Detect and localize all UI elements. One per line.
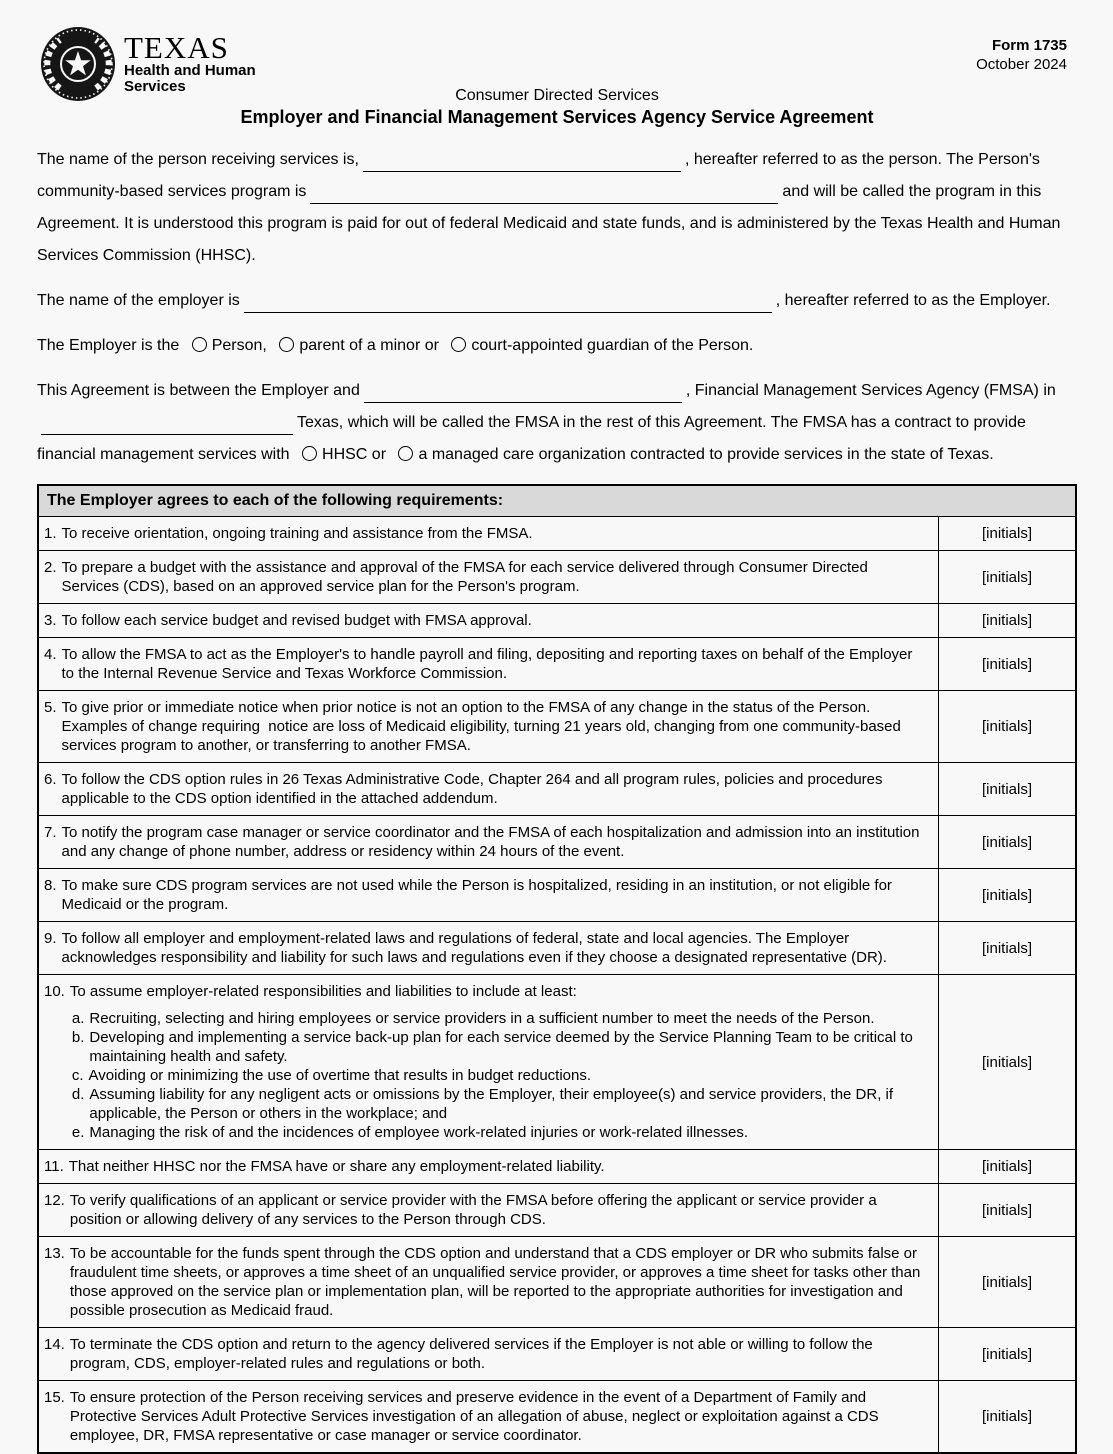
requirement-text [62,770,929,808]
intro-paragraph-employer [37,285,1077,317]
p2-text-1: The name of the employer is [37,292,240,309]
subitem-letter: e. [71,1124,85,1141]
requirement-row [38,551,1076,604]
subitem-text: Developing and implementing a service back-up plan for each service deemed by the Service Planning Team to be critical to maintaining health and safety. [89,1029,918,1065]
agreement-paragraph [37,375,1077,471]
agency-logo [40,26,256,102]
requirement-number: 6. [44,771,57,788]
requirement-text [62,558,929,596]
logo-brand-text: TEXAS [124,30,229,65]
requirement-main-text: To follow all employer and employment-related laws and regulations of federal, state and local agencies. The Employer acknowledges responsibility and liability for such laws and regulations even if they choose a designated representative (DR). [61,930,887,966]
requirement-text [62,524,929,543]
radio-person[interactable] [192,337,207,352]
requirement-subitem [72,1123,929,1142]
requirement-text-cell [38,551,939,604]
requirement-text [62,698,929,755]
p1-text-3: and will be called the program in this Agreement. It is understood this program is paid for out of federal Medicaid and state funds, and is administered by the Texas Health and Human Services Commission (HHSC). [37,183,1061,264]
requirement-number: 2. [44,559,57,576]
requirements-table [37,484,1077,1454]
program-name-field[interactable] [310,203,778,204]
requirement-row [38,922,1076,975]
requirement-number: 14. [44,1336,65,1353]
requirement-text-cell [38,691,939,763]
requirement-number: 3. [44,612,57,629]
logo-dept-line2: Services [124,78,186,95]
requirements-table-header-row [38,485,1076,517]
fmsa-name-field[interactable] [364,402,682,403]
page-title: Employer and Financial Management Services Agency Service Agreement [240,107,874,127]
requirement-subitem [72,1028,929,1066]
requirement-text [70,1244,929,1320]
requirement-text-cell [38,1328,939,1381]
initials-field[interactable]: [initials] [939,816,1077,869]
radio-hhsc-label: HHSC or [322,446,387,463]
requirement-main-text: To prepare a budget with the assistance and approval of the FMSA for each service delivered through Consumer Directed Services (CDS), based on an approved service plan for the Person's program. [61,559,872,595]
requirement-text [70,982,929,1142]
subitem-text: Assuming liability for any negligent acts or omissions by the Employer, their employee(s) and service providers, the DR, if applicable, the Person or others in the workplace; and [89,1086,898,1122]
p4-text-2: , Financial Management Services Agency (FMSA) in [685,382,1056,399]
requirement-main-text: To receive orientation, ongoing training and assistance from the FMSA. [61,525,533,542]
requirement-text [70,1335,929,1373]
subitem-letter: b. [71,1029,85,1046]
requirement-text [70,1191,929,1229]
requirement-text-cell [38,816,939,869]
initials-field[interactable]: [initials] [939,763,1077,816]
requirement-main-text: To assume employer-related responsibilities and liabilities to include at least: [69,983,577,1000]
requirement-row [38,1150,1076,1184]
initials-field[interactable]: [initials] [939,1184,1077,1237]
initials-field[interactable]: [initials] [939,1328,1077,1381]
requirement-text [62,645,929,683]
requirement-main-text: To be accountable for the funds spent through the CDS option and understand that a CDS employer or DR who submits false or fraudulent time sheets, or approves a time sheet of an unqualified service provider, or approves a time sheet for tasks other than those approved on the service plan or implementation plan, will be reported to the appropriate authorities for investigation and possible prosecution as Medicaid fraud. [69,1245,925,1319]
logo-dept-line1: Health and Human [124,62,256,79]
requirement-main-text: To verify qualifications of an applicant or service provider with the FMSA before offering the applicant or service provider a position or allowing delivery of any services to the Person through CDS. [69,1192,881,1228]
initials-field[interactable]: [initials] [939,869,1077,922]
subitem-letter: c. [71,1067,84,1084]
radio-court-appointed-guardian-label: court-appointed guardian of the Person. [471,337,754,354]
initials-field[interactable]: [initials] [939,1381,1077,1454]
requirement-row [38,975,1076,1150]
form-number: Form 1735 [991,37,1067,54]
requirement-number: 1. [44,525,57,542]
texas-state-seal-icon [40,26,116,102]
fmsa-city-field[interactable] [41,434,293,435]
initials-field[interactable]: [initials] [939,922,1077,975]
p4-text-1: This Agreement is between the Employer and [37,382,360,399]
requirement-row [38,1237,1076,1328]
requirement-subitem [72,1066,929,1085]
requirement-row [38,1328,1076,1381]
initials-field[interactable]: [initials] [939,1150,1077,1184]
subitem-text: Recruiting, selecting and hiring employees or service providers in a sufficient number to meet the needs of the Person. [89,1010,875,1027]
p2-text-2: , hereafter referred to as the Employer. [775,292,1051,309]
subitem-text: Avoiding or minimizing the use of overtime that results in budget reductions. [88,1067,592,1084]
requirement-row [38,869,1076,922]
requirement-number: 7. [44,824,57,841]
person-name-field[interactable] [363,171,681,172]
requirement-text-cell [38,638,939,691]
requirement-main-text: To allow the FMSA to act as the Employer's to handle payroll and filing, depositing and reporting taxes on behalf of the Employer to the Internal Revenue Service and Texas Workforce Commission. [61,646,917,682]
requirement-row [38,763,1076,816]
requirement-text-cell [38,1381,939,1454]
initials-field[interactable]: [initials] [939,638,1077,691]
employer-name-field[interactable] [244,312,772,313]
subitem-letter: a. [71,1010,85,1027]
requirement-number: 9. [44,930,57,947]
radio-parent-of-minor-label: parent of a minor or [299,337,439,354]
requirement-text-cell [38,869,939,922]
requirement-number: 8. [44,877,57,894]
requirement-row [38,1184,1076,1237]
requirement-text [69,1157,929,1176]
requirement-text [62,823,929,861]
radio-court-appointed-guardian[interactable] [451,337,466,352]
requirement-number: 13. [44,1245,65,1262]
requirement-sublist [72,1009,929,1142]
p3-lead-text: The Employer is the [37,337,180,354]
requirement-text [62,929,929,967]
requirement-row [38,604,1076,638]
requirement-row [38,1381,1076,1454]
p1-text-1: The name of the person receiving services is, [37,151,359,168]
requirement-row [38,816,1076,869]
requirement-row [38,691,1076,763]
radio-managed-care-org-label: a managed care organization contracted to provide services in the state of Texas. [418,446,994,463]
requirement-number: 5. [44,699,57,716]
initials-field[interactable]: [initials] [939,604,1077,638]
requirement-main-text: To terminate the CDS option and return to the agency delivered services if the Employer is not able or willing to follow the program, CDS, employer-related rules and regulations or both. [69,1336,877,1372]
radio-managed-care-org[interactable] [398,446,413,461]
employer-type-row [37,330,1077,362]
requirement-row [38,517,1076,551]
form-revision-date: October 2024 [976,56,1067,73]
requirement-text-cell [38,604,939,638]
requirement-text-cell [38,1184,939,1237]
requirement-number: 15. [44,1389,65,1406]
requirement-text-cell [38,517,939,551]
subitem-letter: d. [71,1086,85,1103]
initials-field[interactable]: [initials] [939,691,1077,763]
requirement-number: 4. [44,646,57,663]
initials-field[interactable]: [initials] [939,975,1077,1150]
requirement-main-text: To follow each service budget and revised budget with FMSA approval. [61,612,532,629]
requirement-text [70,1388,929,1445]
requirement-text-cell [38,975,939,1150]
requirement-text-cell [38,922,939,975]
radio-person-label: Person, [211,337,267,354]
radio-parent-of-minor[interactable] [279,337,294,352]
intro-paragraph-person [37,144,1077,272]
requirement-text [62,876,929,914]
requirement-row [38,638,1076,691]
initials-field[interactable]: [initials] [939,517,1077,551]
requirement-main-text: That neither HHSC nor the FMSA have or share any employment-related liability. [68,1158,605,1175]
p1-text-2: , hereafter referred to as the person. The Person's community-based services program is [37,151,1040,200]
requirement-text [62,611,929,630]
initials-field[interactable]: [initials] [939,551,1077,604]
requirement-number: 10. [44,983,65,1000]
program-line: Consumer Directed Services [455,87,659,104]
requirement-number: 12. [44,1192,65,1209]
requirement-main-text: To notify the program case manager or service coordinator and the FMSA of each hospitalization and admission into an institution and any change of phone number, address or residency within 24 hours of the event. [61,824,924,860]
requirement-main-text: To give prior or immediate notice when prior notice is not an option to the FMSA of any change in the status of the Person. Examples of change requiring notice are loss of Medicaid eligibility, turning 21 years old, changing from one community-based services program to another, or transferring to another FMSA. [61,699,906,754]
requirement-subitem [72,1085,929,1123]
p4-text-3: Texas, which will be called the FMSA in the rest of this Agreement. The FMSA has a contract to provide financial management services with [37,414,1026,463]
subitem-text: Managing the risk of and the incidences of employee work-related injuries or work-related illnesses. [89,1124,749,1141]
requirement-number: 11. [44,1158,64,1175]
initials-field[interactable]: [initials] [939,1237,1077,1328]
radio-hhsc[interactable] [302,446,317,461]
requirement-subitem [72,1009,929,1028]
requirement-main-text: To make sure CDS program services are not used while the Person is hospitalized, residing in an institution, or not eligible for Medicaid or the program. [61,877,897,913]
requirement-main-text: To follow the CDS option rules in 26 Texas Administrative Code, Chapter 264 and all program rules, policies and procedures applicable to the CDS option identified in the attached addendum. [61,771,887,807]
requirements-table-header: The Employer agrees to each of the following requirements: [38,485,1076,517]
requirement-main-text: To ensure protection of the Person receiving services and preserve evidence in the event of a Department of Family and Protective Services Adult Protective Services investigation of an allegation of abuse, neglect or exploitation against a CDS employee, DR, FMSA representative or case manager or service coordinator. [69,1389,883,1444]
requirement-text-cell [38,763,939,816]
requirement-text-cell [38,1237,939,1328]
requirement-text-cell [38,1150,939,1184]
